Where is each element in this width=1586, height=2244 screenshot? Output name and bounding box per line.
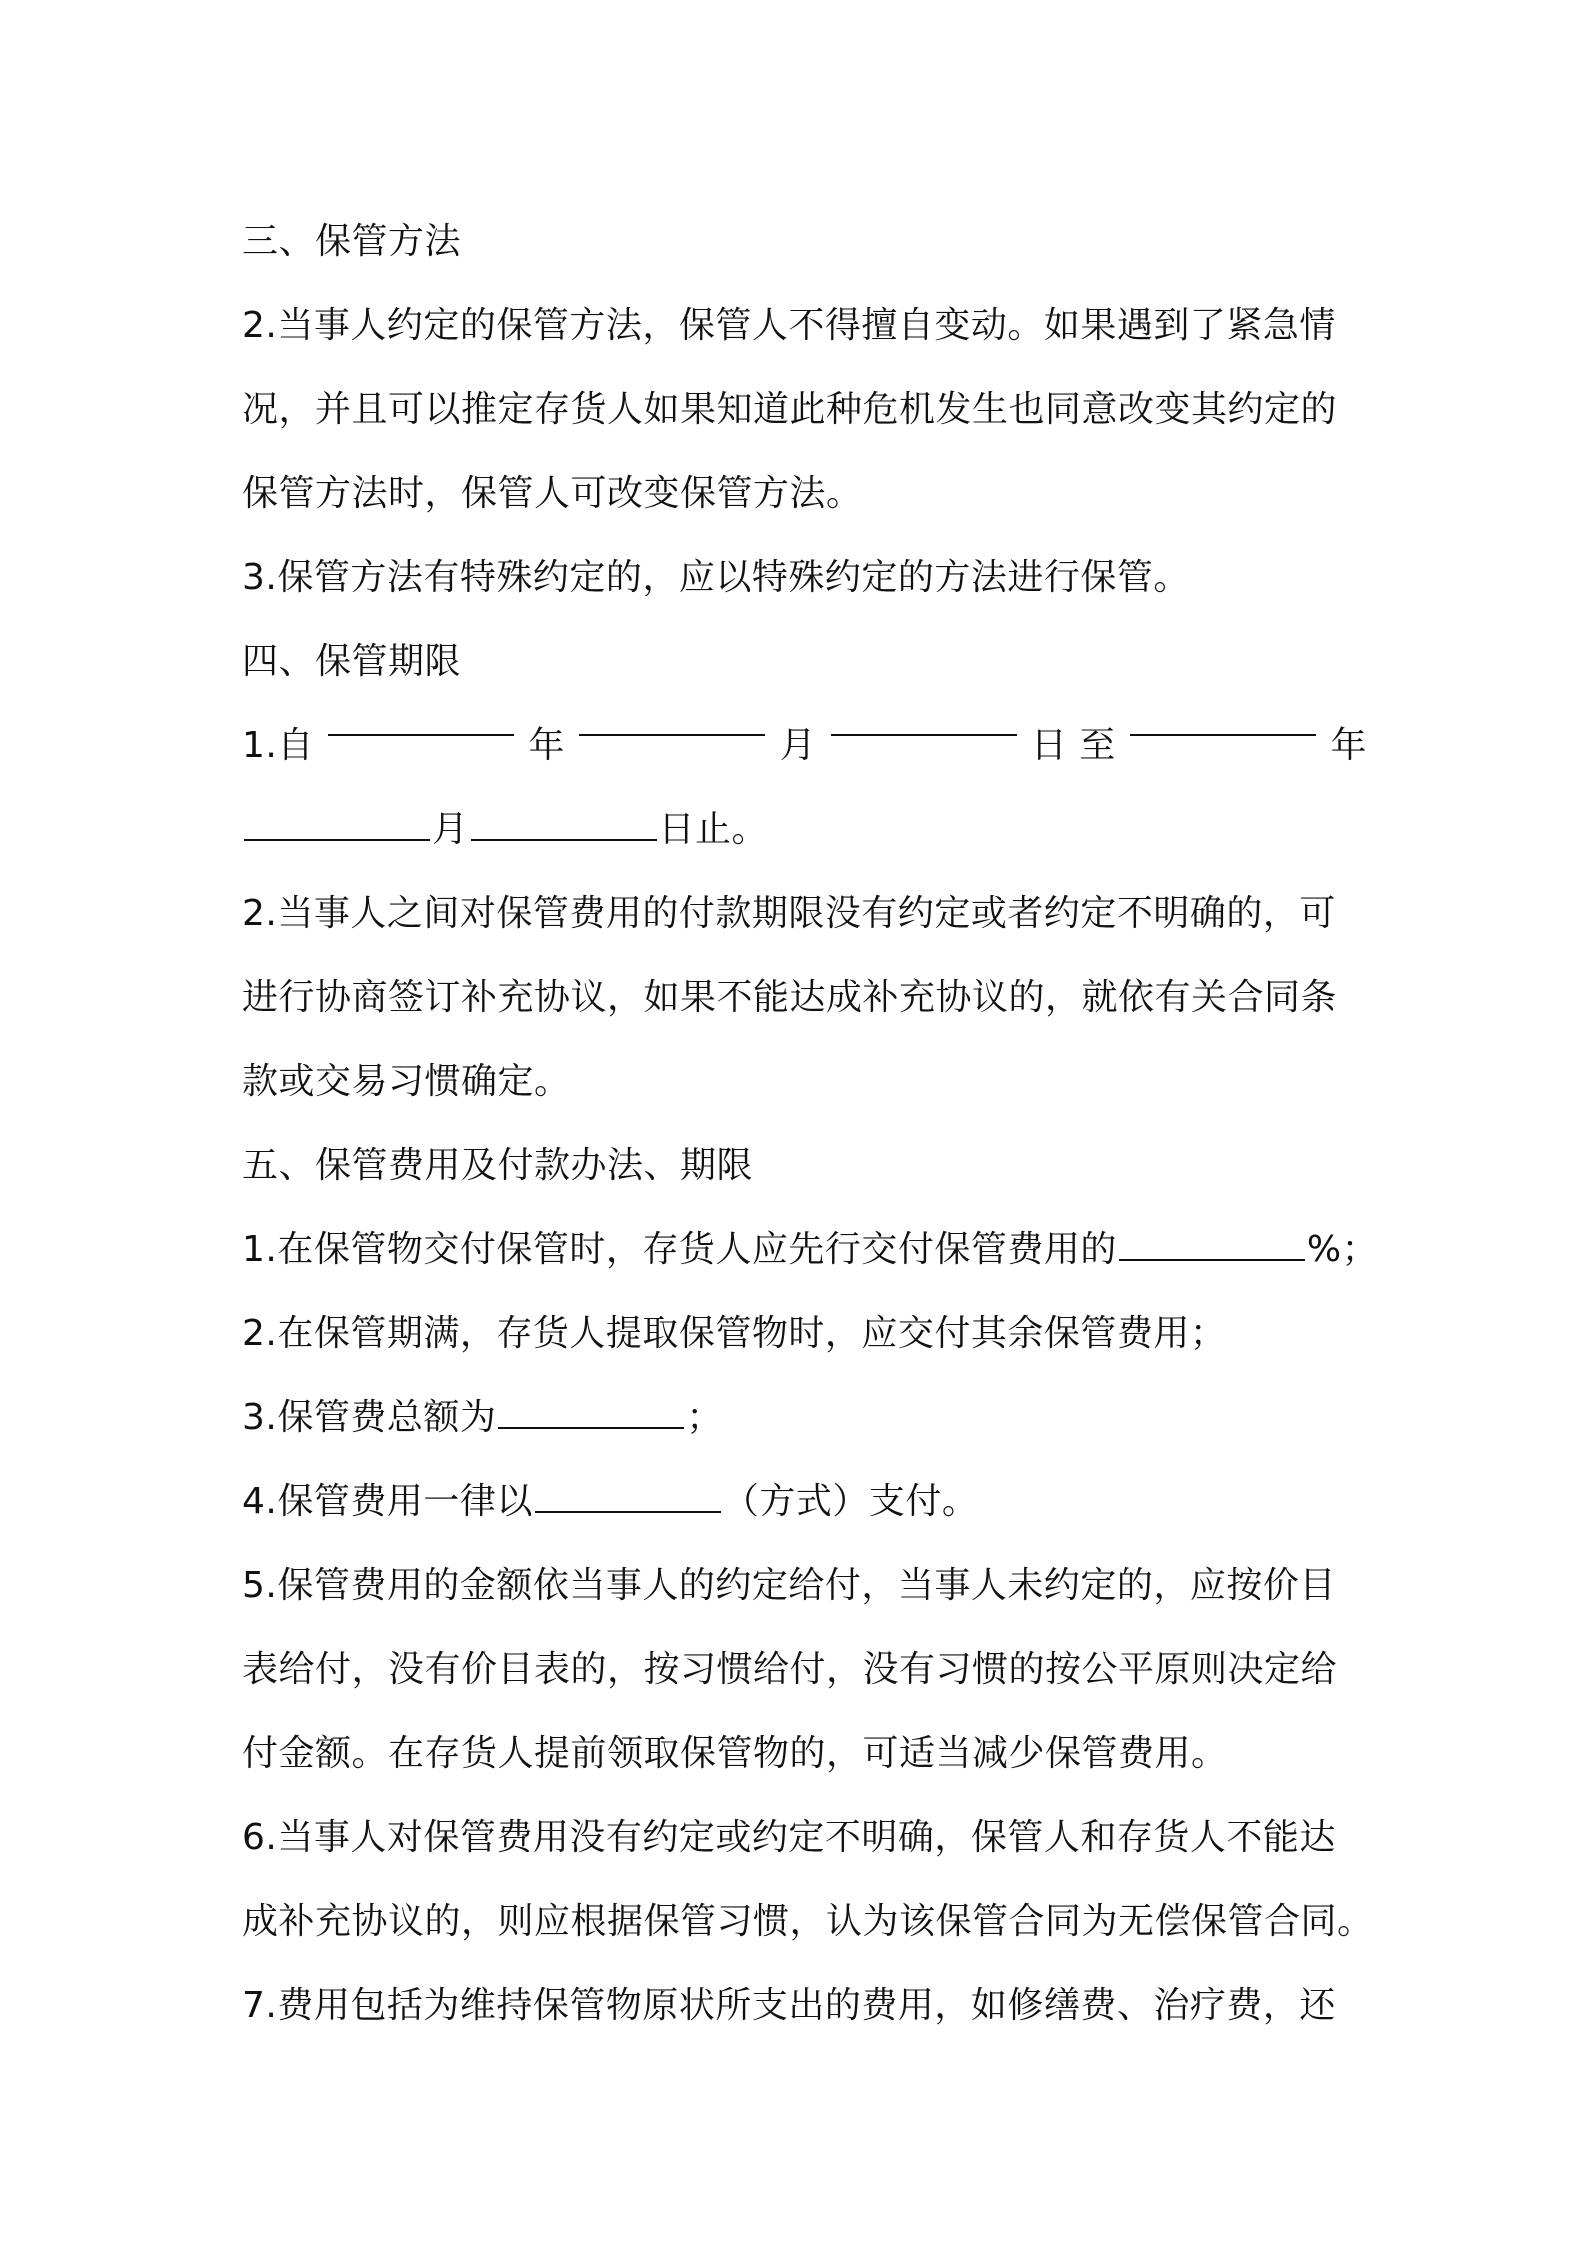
section-4-title: 四、保管期限 <box>242 641 462 682</box>
section-4-clause-2-line-1: 2.当事人之间对保管费用的付款期限没有约定或者约定不明确的，可 <box>242 893 1336 934</box>
blank-field-start-day[interactable] <box>831 704 1017 736</box>
clause-text: 月 <box>432 809 469 850</box>
section-5-clause-2: 2.在保管期满，存货人提取保管物时，应交付其余保管费用； <box>242 1313 1227 1354</box>
clause-text: 日止。 <box>658 809 769 850</box>
section-5-clause-1 <box>242 1208 1379 1292</box>
section-3-title: 三、保管方法 <box>242 221 462 262</box>
section-5-clause-5-line-1: 5.保管费用的金额依当事人的约定给付，当事人未约定的，应按价目 <box>242 1565 1336 1606</box>
clause-text: 月 <box>779 725 817 766</box>
section-3-clause-2-line-2: 况，并且可以推定存货人如果知道此种危机发生也同意改变其约定的 <box>242 389 1338 430</box>
blank-field-prepay-percent[interactable] <box>1119 1229 1305 1261</box>
section-5-clause-5-line-2: 表给付，没有价目表的，按习惯给付，没有习惯的按公平原则决定给 <box>242 1649 1338 1690</box>
section-4-clause-2-line-2: 进行协商签订补充协议，如果不能达成补充协议的，就依有关合同条 <box>242 977 1338 1018</box>
clause-text: 4.保管费用一律以 <box>242 1481 533 1522</box>
blank-field-end-day[interactable] <box>471 809 657 841</box>
section-5-clause-3 <box>242 1376 1367 1460</box>
clause-text: %； <box>1306 1229 1379 1270</box>
clause-text: ； <box>686 1397 723 1438</box>
blank-field-end-year[interactable] <box>1130 704 1316 736</box>
clause-text: 年 <box>528 725 566 766</box>
section-5-title: 五、保管费用及付款办法、期限 <box>242 1145 754 1186</box>
section-3-clause-2-line-1: 2.当事人约定的保管方法，保管人不得擅自变动。如果遇到了紧急情 <box>242 305 1336 346</box>
clause-text: 年 <box>1330 725 1367 766</box>
blank-field-start-year[interactable] <box>328 704 514 736</box>
clause-text: 3.保管费总额为 <box>242 1397 497 1438</box>
section-5-clause-6-line-1: 6.当事人对保管费用没有约定或约定不明确，保管人和存货人不能达 <box>242 1817 1336 1858</box>
blank-field-total-fee[interactable] <box>498 1397 684 1429</box>
section-4-clause-2-line-3: 款或交易习惯确定。 <box>242 1061 571 1102</box>
clause-text: 日 至 <box>1030 725 1116 766</box>
blank-field-end-month[interactable] <box>244 809 430 841</box>
blank-field-start-month[interactable] <box>579 704 765 736</box>
section-5-clause-4 <box>242 1460 1367 1544</box>
clause-text: 1.自 <box>242 725 314 766</box>
document-body <box>242 200 1379 2048</box>
blank-field-payment-method[interactable] <box>535 1481 721 1513</box>
section-4-clause-1-line-1 <box>242 704 1367 788</box>
section-3-clause-3: 3.保管方法有特殊约定的，应以特殊约定的方法进行保管。 <box>242 557 1190 598</box>
section-4-clause-1-line-2 <box>242 788 1367 872</box>
section-5-clause-5-line-3: 付金额。在存货人提前领取保管物的，可适当减少保管费用。 <box>242 1733 1228 1774</box>
section-5-clause-6-line-2: 成补充协议的，则应根据保管习惯，认为该保管合同为无偿保管合同。 <box>242 1901 1374 1942</box>
section-3-clause-2-line-3: 保管方法时，保管人可改变保管方法。 <box>242 473 863 514</box>
clause-text: 1.在保管物交付保管时，存货人应先行交付保管费用的 <box>242 1229 1117 1270</box>
section-5-clause-7-line-1: 7.费用包括为维持保管物原状所支出的费用，如修缮费、治疗费，还 <box>242 1985 1336 2026</box>
clause-text: （方式）支付。 <box>722 1481 979 1522</box>
